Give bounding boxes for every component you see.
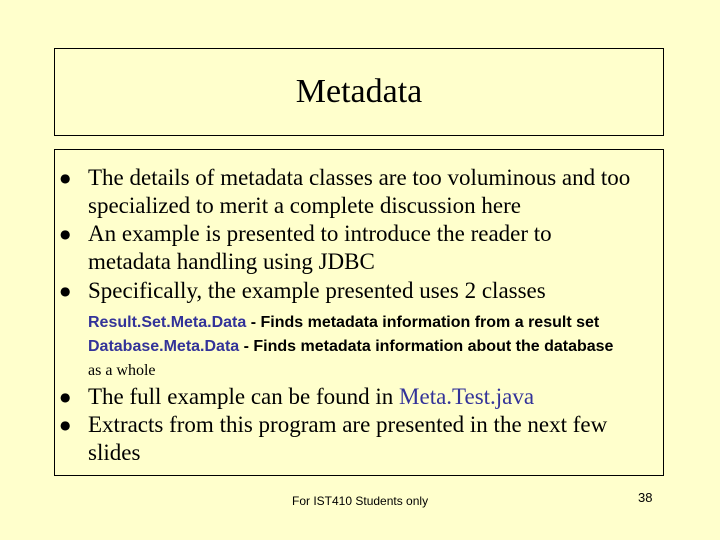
sub-item-2-desc: Finds metadata information about the database: [253, 338, 614, 355]
bullet-dot-icon: ●: [60, 390, 71, 404]
bullet-3: [60, 277, 658, 305]
bullet-5: [60, 411, 658, 467]
bullet-2-line-2: metadata handling using JDBC: [88, 249, 375, 274]
sub-item-1-desc: Finds metadata information from a result set: [260, 314, 600, 331]
bullet-5-line-2: slides: [88, 440, 141, 465]
bullet-3-line-1: Specifically, the example presented uses 2 classes: [88, 278, 546, 303]
sub-item-1: [88, 311, 658, 335]
page-number: 38: [638, 490, 653, 505]
sub-item-1-code: Result.Set.Meta.Data: [88, 314, 247, 331]
bullet-dot-icon: ●: [60, 227, 71, 241]
slide-title: Metadata: [295, 73, 423, 110]
slide-footer: For IST410 Students only: [292, 494, 429, 508]
sub-item-2: [88, 335, 658, 383]
bullet-2: [60, 220, 658, 276]
bullet-1-line-1: The details of metadata classes are too voluminous and too: [88, 165, 631, 190]
bullet-4-file-link[interactable]: Meta.Test.java: [399, 384, 535, 409]
bullet-5-line-1: Extracts from this program are presented in the next few: [88, 412, 608, 437]
sub-item-2-desc-cont: as a whole: [88, 362, 156, 379]
bullet-4: [60, 383, 658, 411]
bullet-dot-icon: ●: [60, 171, 71, 185]
sub-item-2-code: Database.Meta.Data: [88, 338, 240, 355]
bullet-dot-icon: ●: [60, 418, 71, 432]
bullet-1-line-2: specialized to merit a complete discussion here: [88, 193, 522, 218]
bullet-1: [60, 164, 658, 220]
sub-item-1-sep: -: [246, 314, 261, 331]
bullet-2-line-1: An example is presented to introduce the reader to: [88, 221, 552, 246]
slide-body-box: [54, 149, 664, 476]
slide-title-box: [54, 48, 664, 136]
bullet-4-prefix: The full example can be found in: [88, 384, 400, 409]
bullet-dot-icon: ●: [60, 284, 71, 298]
sub-item-2-sep: -: [239, 338, 254, 355]
